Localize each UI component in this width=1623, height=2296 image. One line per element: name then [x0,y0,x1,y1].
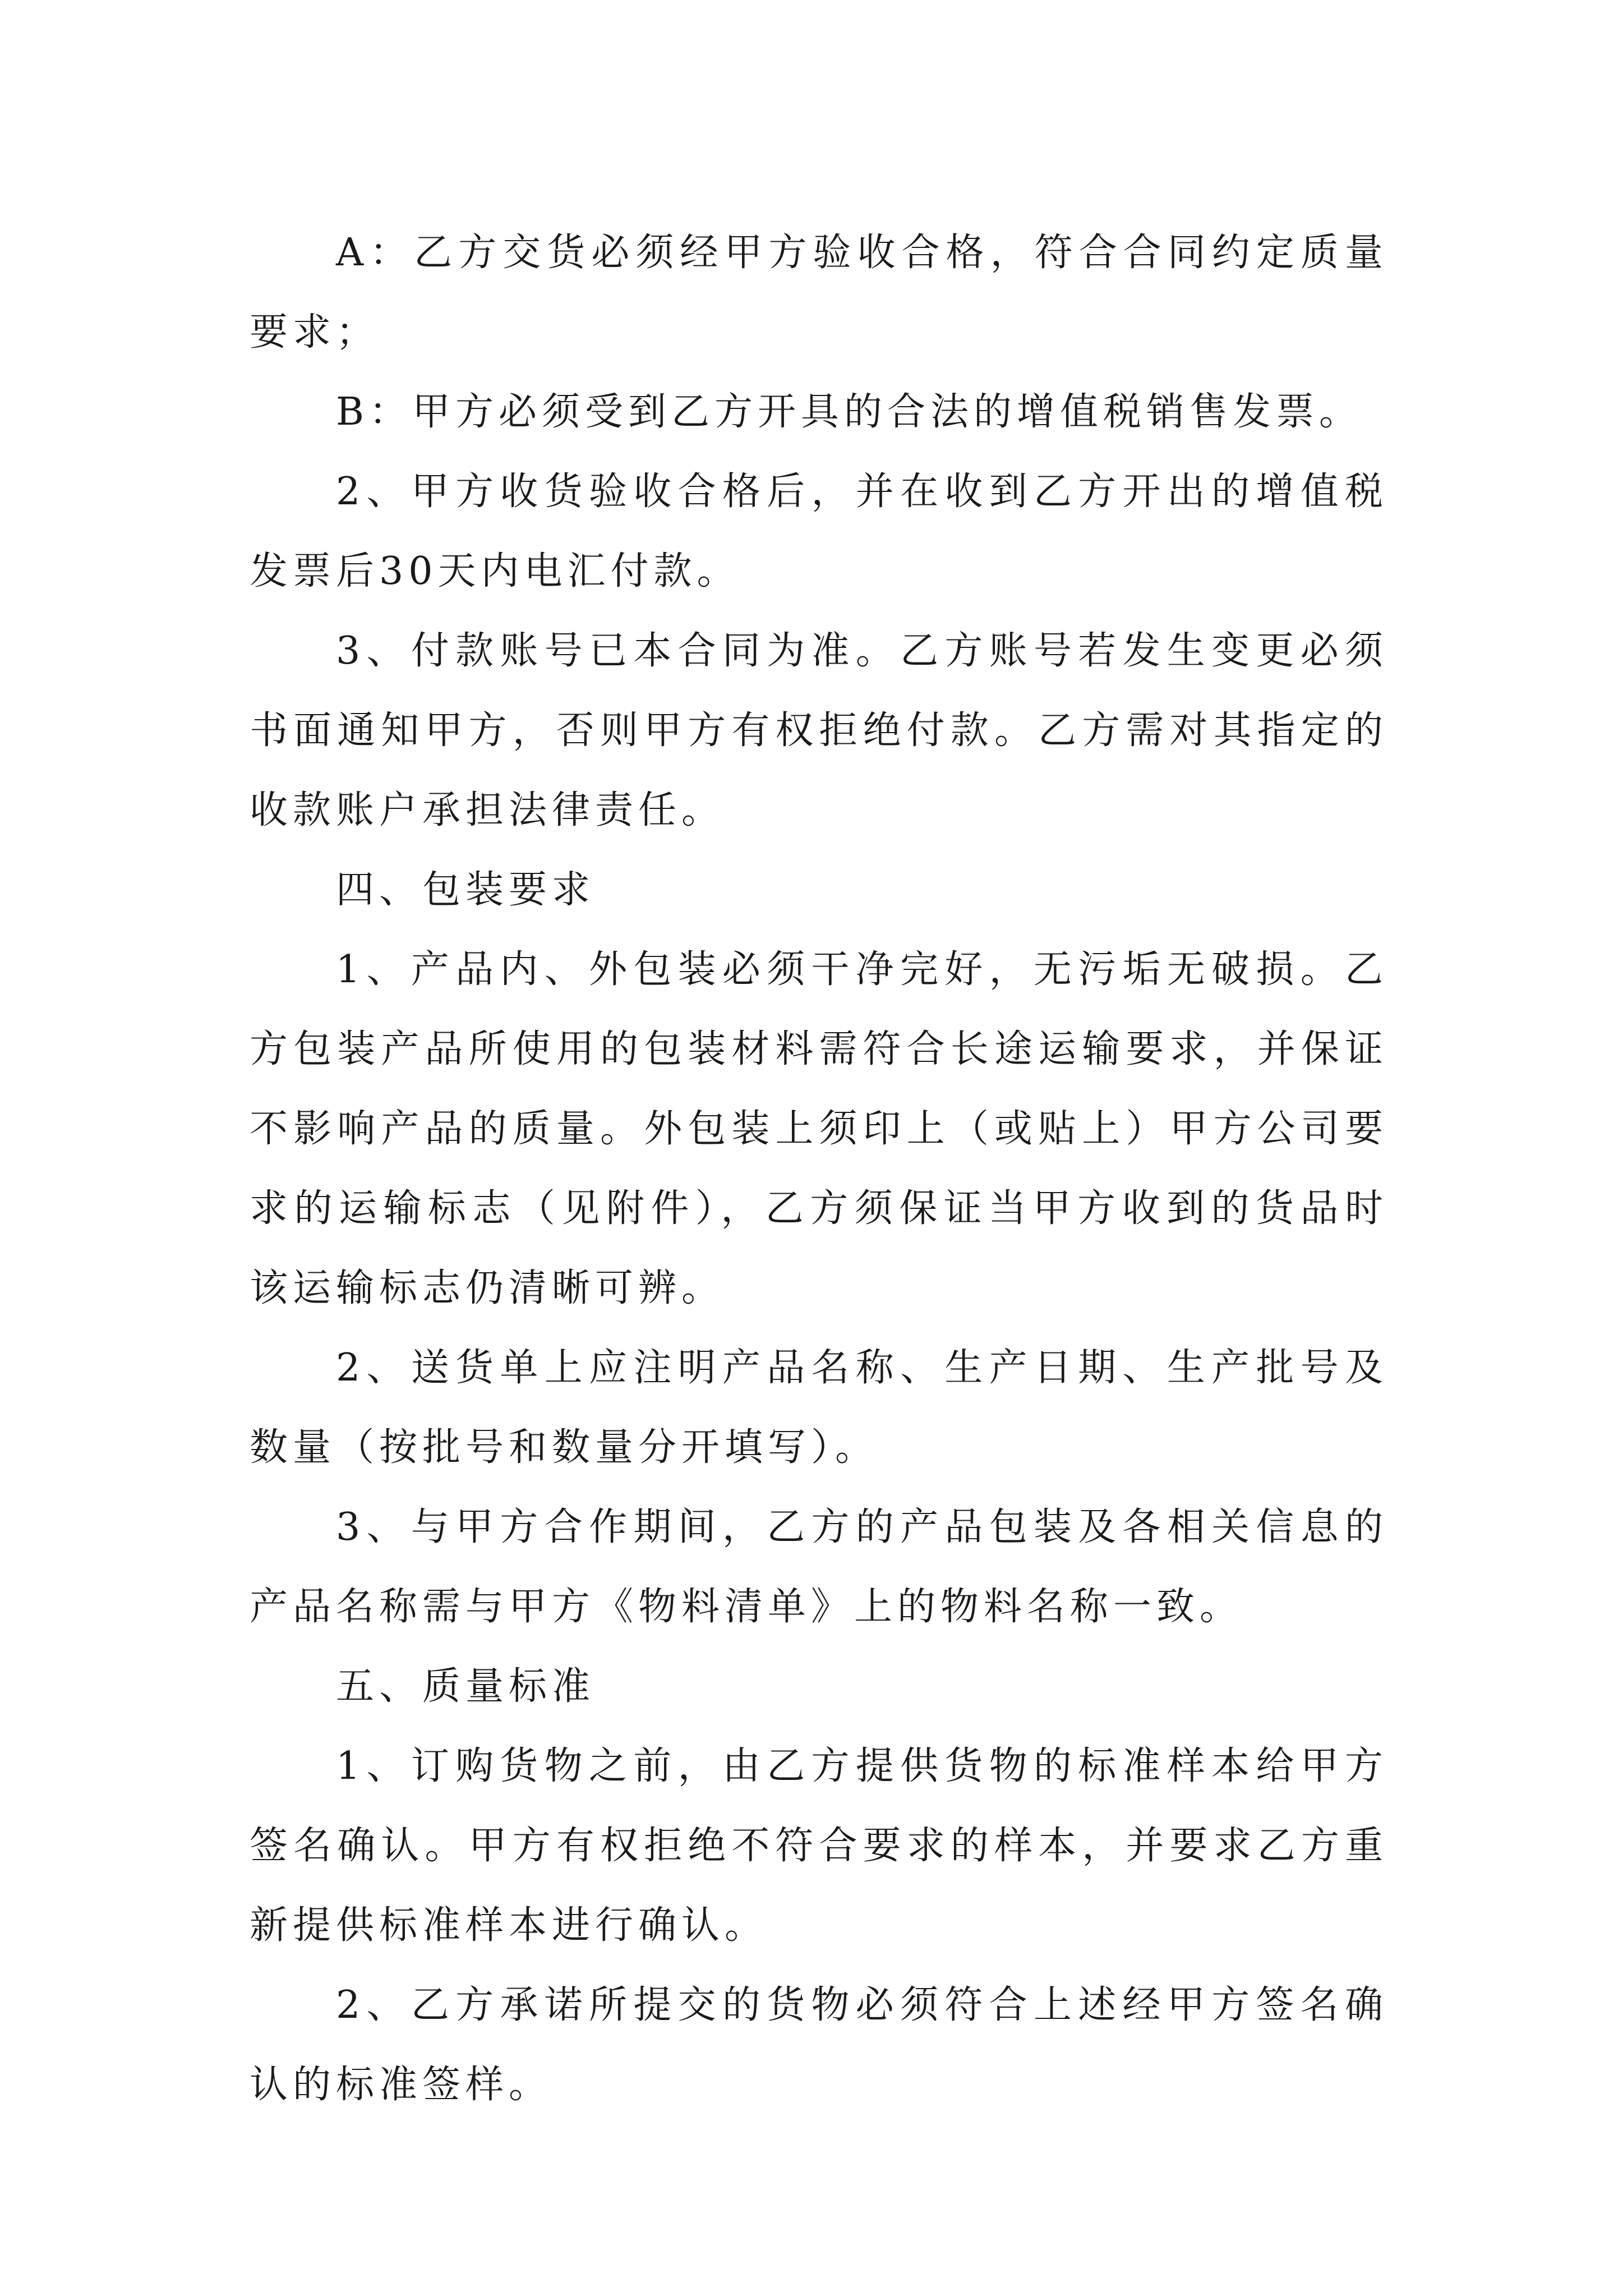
paragraph-acceptance-b: B：甲方必须受到乙方开具的合法的增值税销售发票。 [336,390,1362,434]
section-heading-packaging: 四、包装要求 [336,868,596,912]
paragraph-packaging-1: 1、产品内、外包装必须干净完好，无污垢无破损。乙方包装产品所使用的包装材料需符合长途运输要求，并保证不影响产品的质量。外包装上须印上（或贴上）甲方公司要求的运输标志（见附件），乙方须保证当甲方收到的货品时该运输标志仍清晰可辨。 [250,947,1388,1310]
paragraph-payment-3: 3、付款账号已本合同为准。乙方账号若发生变更必须书面通知甲方，否则甲方有权拒绝付款。乙方需对其指定的收款账户承担法律责任。 [250,629,1388,832]
paragraph-packaging-3: 3、与甲方合作期间，乙方的产品包装及各相关信息的产品名称需与甲方《物料清单》上的物料名称一致。 [250,1505,1388,1629]
paragraph-acceptance-a: A：乙方交货必须经甲方验收合格，符合合同约定质量要求； [250,231,1388,355]
document-body [250,213,1388,2125]
paragraph-packaging-2: 2、送货单上应注明产品名称、生产日期、生产批号及数量（按批号和数量分开填写）。 [250,1346,1388,1470]
section-heading-quality: 五、质量标准 [336,1664,596,1709]
paragraph-quality-1: 1、订购货物之前，由乙方提供货物的标准样本给甲方签名确认。甲方有权拒绝不符合要求的样本，并要求乙方重新提供标准样本进行确认。 [250,1744,1388,1948]
paragraph-quality-2: 2、乙方承诺所提交的货物必须符合上述经甲方签名确认的标准签样。 [250,1983,1388,2107]
paragraph-payment-2: 2、甲方收货验收合格后，并在收到乙方开出的增值税发票后30天内电汇付款。 [250,470,1388,593]
